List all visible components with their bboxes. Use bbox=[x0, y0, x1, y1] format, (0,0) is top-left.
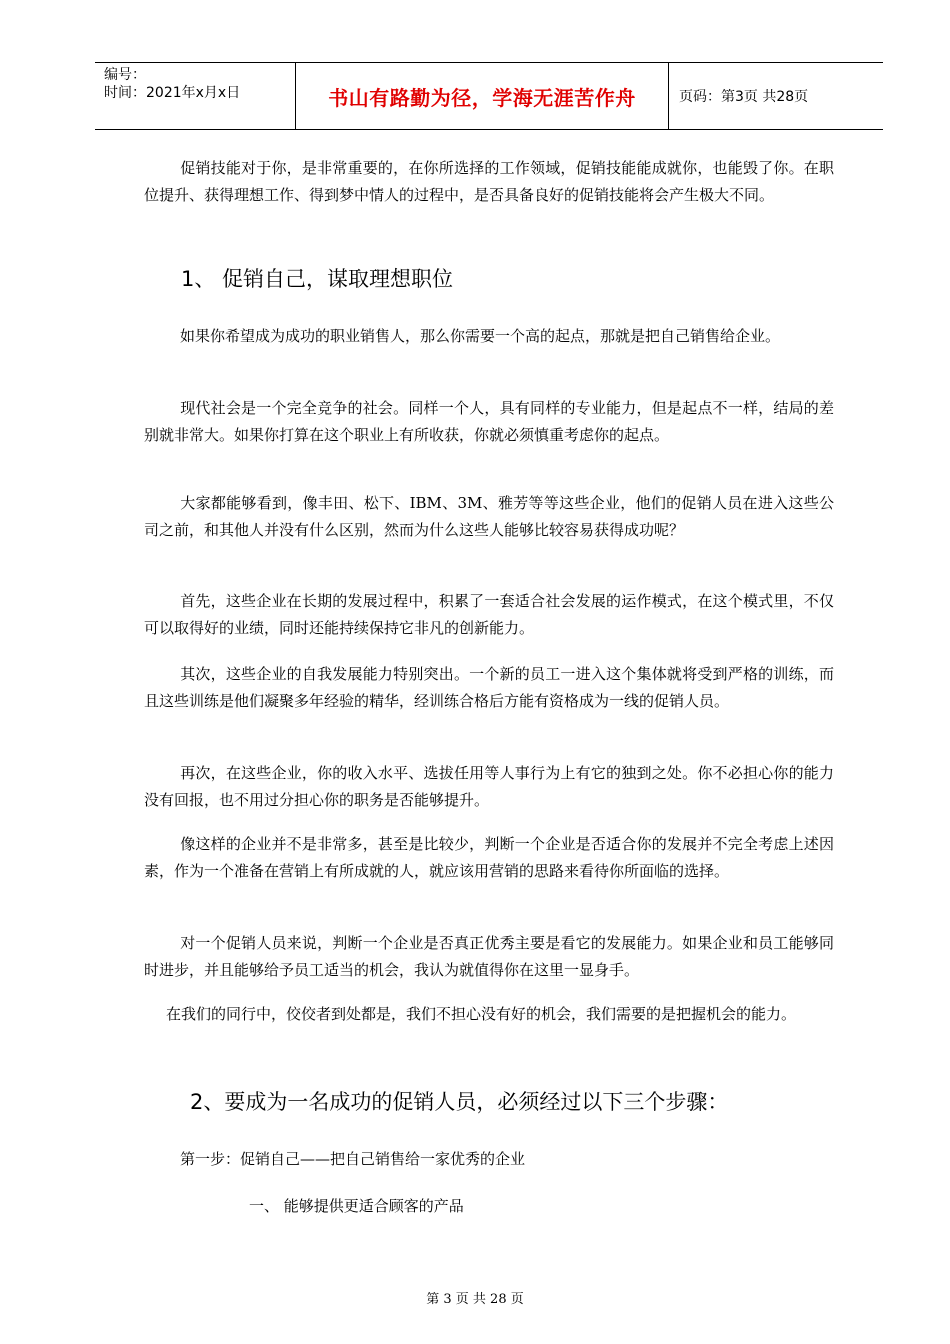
sub-item-line: 一、 能够提供更适合顾客的产品 bbox=[249, 1197, 464, 1215]
page-header bbox=[95, 62, 883, 130]
header-page-cell bbox=[668, 63, 883, 129]
time-label: 时间：2021年x月x日 bbox=[104, 85, 241, 101]
paragraph: 对一个促销人员来说，判断一个企业是否真正优秀主要是看它的发展能力。如果企业和员工能够同时进步，并且能够给予员工适当的机会，我认为就值得你在这里一显身手。 bbox=[144, 934, 834, 979]
paragraph: 在我们的同行中，佼佼者到处都是，我们不担心没有好的机会，我们需要的是把握机会的能力。 bbox=[166, 1005, 797, 1023]
paragraph: 其次，这些企业的自我发展能力特别突出。一个新的员工一进入这个集体就将受到严格的训练，而且这些训练是他们凝聚多年经验的精华，经训练合格后方能有资格成为一线的促销人员。 bbox=[144, 665, 834, 710]
step1-line: 第一步：促销自己——把自己销售给一家优秀的企业 bbox=[180, 1150, 526, 1168]
paragraph: 大家都能够看到，像丰田、松下、IBM、3M、雅芳等等这些企业，他们的促销人员在进入这些公司之前，和其他人并没有什么区别，然而为什么这些人能够比较容易获得成功呢？ bbox=[144, 494, 834, 539]
paragraph: 再次，在这些企业，你的收入水平、选拔任用等人事行为上有它的独到之处。你不必担心你的能力没有回报，也不用过分担心你的职务是否能够提升。 bbox=[144, 764, 834, 809]
paragraph: 如果你希望成为成功的职业销售人，那么你需要一个高的起点，那就是把自己销售给企业。 bbox=[180, 327, 781, 345]
paragraph: 像这样的企业并不是非常多，甚至是比较少，判断一个企业是否适合你的发展并不完全考虑上述因素，作为一个准备在营销上有所成就的人，就应该用营销的思路来看待你所面临的选择。 bbox=[144, 835, 834, 880]
header-meta bbox=[95, 63, 295, 129]
header-page-number: 页码：第3页 共28页 bbox=[679, 89, 809, 105]
intro-paragraph: 促销技能对于你，是非常重要的，在你所选择的工作领域，促销技能能成就你，也能毁了你。在职位提升、获得理想工作、得到梦中情人的过程中，是否具备良好的促销技能将会产生极大不同。 bbox=[144, 159, 834, 204]
paragraph: 首先，这些企业在长期的发展过程中，积累了一套适合社会发展的运作模式，在这个模式里，不仅可以取得好的业绩，同时还能持续保持它非凡的创新能力。 bbox=[144, 592, 834, 637]
section1-heading: 1、 促销自己，谋取理想职位 bbox=[181, 267, 454, 291]
page-footer: 第 3 页 共 28 页 bbox=[426, 1292, 524, 1307]
serial-label: 编号： bbox=[104, 67, 146, 83]
section2-heading: 2、要成为一名成功的促销人员，必须经过以下三个步骤： bbox=[190, 1090, 729, 1114]
header-motto-cell bbox=[295, 63, 669, 129]
paragraph: 现代社会是一个完全竞争的社会。同样一个人，具有同样的专业能力，但是起点不一样，结局的差别就非常大。如果你打算在这个职业上有所收获，你就必须慎重考虑你的起点。 bbox=[144, 399, 834, 444]
header-motto: 书山有路勤为径，学海无涯苦作舟 bbox=[328, 85, 636, 110]
